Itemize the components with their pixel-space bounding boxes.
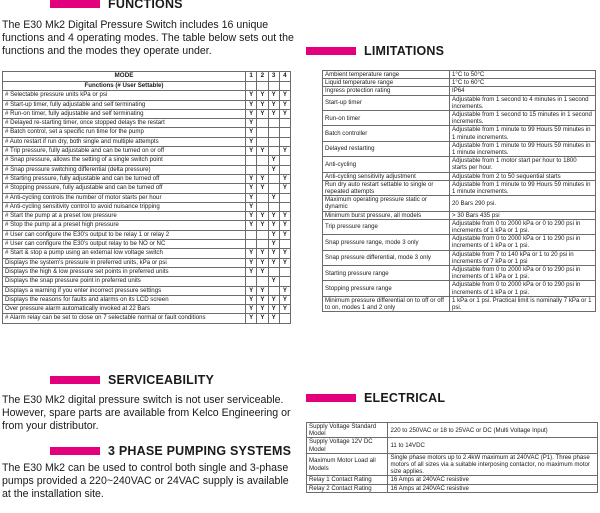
mode-col-4: 4 xyxy=(279,72,290,82)
mode-mark-cell: Y xyxy=(246,193,257,202)
mode-mark-cell: Y xyxy=(279,100,290,109)
three-phase-heading xyxy=(50,444,291,458)
table-row xyxy=(3,249,291,258)
mode-mark-cell xyxy=(257,193,268,202)
electrical-body xyxy=(307,423,598,493)
mode-mark-cell: Y xyxy=(279,221,290,230)
limitation-name: Minimum pressure differential on to off or off to on, modes 1 and 2 only xyxy=(323,296,450,311)
mode-mark-cell: Y xyxy=(268,277,279,286)
table-row xyxy=(3,240,291,249)
mode-mark-cell xyxy=(246,165,257,174)
mode-mark-cell: Y xyxy=(268,212,279,221)
mode-mark-cell: Y xyxy=(279,212,290,221)
limitation-name: Trip pressure range xyxy=(323,219,450,234)
limitations-heading-text: LIMITATIONS xyxy=(364,44,445,58)
table-row xyxy=(3,165,291,174)
limitation-value: Adjustable from 2 to 50 sequential starts xyxy=(450,172,596,180)
mode-mark-cell: Y xyxy=(246,249,257,258)
table-row xyxy=(307,484,598,492)
table-row xyxy=(3,277,291,286)
table-row xyxy=(3,147,291,156)
limitation-value: Adjustable from 1 minute to 99 Hours 59 minutes in 1 minute increments. xyxy=(450,180,596,195)
function-label: # Snap pressure switching differential (delta pressure) xyxy=(3,165,246,174)
table-row xyxy=(3,156,291,165)
mode-mark-cell xyxy=(279,267,290,276)
mode-mark-cell xyxy=(246,230,257,239)
mode-mark-cell xyxy=(279,202,290,211)
table-row xyxy=(323,87,596,95)
function-label: # Start-up timer, fully adjustable and self terminating xyxy=(3,100,246,109)
mode-mark-cell: Y xyxy=(268,240,279,249)
table-row xyxy=(3,295,291,304)
limitations-heading xyxy=(306,44,444,58)
mode-mark-cell: Y xyxy=(268,91,279,100)
electrical-value: Single phase motors up to 2.4kW maximum at 240VAC (P1). Three phase motors of all sizes via a suitable interposing contactor, no maximum motor size applies. xyxy=(388,453,598,476)
heading-accent-bar xyxy=(306,394,356,402)
three-phase-heading-text: 3 PHASE PUMPING SYSTEMS xyxy=(108,444,292,458)
mode-mark-cell: Y xyxy=(279,286,290,295)
limitation-name: Delayed restarting xyxy=(323,141,450,156)
mode-mark-cell: Y xyxy=(246,137,257,146)
mode-col-1: 1 xyxy=(246,72,257,82)
mode-mark-cell: Y xyxy=(257,286,268,295)
electrical-name: Supply Voltage Standard Model xyxy=(307,423,388,438)
limitation-name: Anti-cycling sensitivity adjustment xyxy=(323,172,450,180)
electrical-value: 16 Amps at 240VAC resistive xyxy=(388,484,598,492)
mode-mark-cell xyxy=(279,277,290,286)
modes-subheader-row xyxy=(3,82,291,91)
limitation-value: Adjustable from 0 to 2000 kPa or 0 to 290 psi in increments of 1 kPa or 1 psi. xyxy=(450,281,596,296)
mode-mark-cell: Y xyxy=(246,147,257,156)
mode-mark-cell: Y xyxy=(246,267,257,276)
modes-header-row xyxy=(3,72,291,82)
function-label: # Delayed re-starting timer, once stopped delays the restart xyxy=(3,119,246,128)
mode-mark-cell xyxy=(257,240,268,249)
function-label: # Start the pump at a preset low pressure xyxy=(3,212,246,221)
limitation-name: Maximum operating pressure static or dynamic xyxy=(323,196,450,211)
mode-mark-cell: Y xyxy=(279,147,290,156)
table-row xyxy=(323,281,596,296)
mode-mark-cell: Y xyxy=(268,193,279,202)
electrical-value: 220 to 250VAC or 18 to 25VAC or DC (Multi Voltage Input) xyxy=(388,423,598,438)
limitation-value: 1 kPa or 1 psi. Practical limit is nominally 7 kPa or 1 psi. xyxy=(450,296,596,311)
table-row xyxy=(3,91,291,100)
limitation-value: Adjustable from 1 second to 4 minutes in 1 second increments. xyxy=(450,95,596,110)
limitations-body xyxy=(323,71,596,312)
mode-mark-cell: Y xyxy=(257,174,268,183)
mode-mark-cell: Y xyxy=(257,109,268,118)
heading-accent-bar xyxy=(50,0,100,8)
table-row xyxy=(323,235,596,250)
functions-subheader: Functions (# User Settable) xyxy=(3,82,246,91)
mode-mark-cell: Y xyxy=(246,202,257,211)
limitation-name: Ingress protection rating xyxy=(323,87,450,95)
mode-mark-cell xyxy=(279,193,290,202)
mode-mark-cell: Y xyxy=(279,230,290,239)
function-label: # Auto restart if run dry, both single and multiple attempts xyxy=(3,137,246,146)
table-row xyxy=(323,141,596,156)
mode-mark-cell: Y xyxy=(246,91,257,100)
mode-mark-cell: Y xyxy=(268,295,279,304)
table-row xyxy=(3,267,291,276)
mode-mark-cell: Y xyxy=(268,258,279,267)
mode-mark-cell: Y xyxy=(257,258,268,267)
function-label: # Alarm relay can be set to close on 7 selectable normal or fault conditions xyxy=(3,314,246,323)
mode-mark-cell xyxy=(268,267,279,276)
table-row xyxy=(307,423,598,438)
mode-mark-cell: Y xyxy=(268,165,279,174)
function-label: # Stop the pump at a preset high pressure xyxy=(3,221,246,230)
limitation-name: Ambient temperature range xyxy=(323,71,450,79)
mode-mark-cell: Y xyxy=(246,305,257,314)
functions-heading xyxy=(50,0,183,11)
mode-mark-cell: Y xyxy=(246,258,257,267)
function-label: # User can configure the E30's output relay to be NO or NC xyxy=(3,240,246,249)
mode-mark-cell xyxy=(268,286,279,295)
table-row xyxy=(3,100,291,109)
modes-body xyxy=(3,82,291,324)
mode-mark-cell: Y xyxy=(279,249,290,258)
mode-mark-cell xyxy=(279,165,290,174)
table-row xyxy=(3,174,291,183)
mode-mark-cell: Y xyxy=(257,100,268,109)
electrical-name: Maximum Motor Load all Models xyxy=(307,453,388,476)
mode-col-2: 2 xyxy=(257,72,268,82)
table-row xyxy=(323,95,596,110)
mode-mark-cell: Y xyxy=(257,147,268,156)
mode-col-3: 3 xyxy=(268,72,279,82)
empty-cell xyxy=(246,82,257,91)
limitation-value: 1°C to 60°C xyxy=(450,79,596,87)
limitation-name: Start-up timer xyxy=(323,95,450,110)
limitation-value: Adjustable from 0 to 2000 kPa or 0 to 290 psi in increments of 1 kPa or 1 psi. xyxy=(450,266,596,281)
limitation-name: Starting pressure range xyxy=(323,266,450,281)
mode-mark-cell xyxy=(279,119,290,128)
mode-mark-cell xyxy=(257,277,268,286)
empty-cell xyxy=(257,82,268,91)
table-row xyxy=(323,180,596,195)
mode-mark-cell xyxy=(257,156,268,165)
limitation-value: IP64 xyxy=(450,87,596,95)
limitation-value: 20 Bars 290 psi. xyxy=(450,196,596,211)
mode-mark-cell xyxy=(257,202,268,211)
mode-mark-cell: Y xyxy=(279,258,290,267)
mode-mark-cell: Y xyxy=(257,314,268,323)
limitation-name: Anti-cycling xyxy=(323,157,450,172)
table-row xyxy=(3,221,291,230)
function-label: # Trip pressure, fully adjustable and can be turned on or off xyxy=(3,147,246,156)
function-label: Over pressure alarm automatically invoked at 22 Bars xyxy=(3,305,246,314)
mode-mark-cell: Y xyxy=(268,305,279,314)
table-row xyxy=(3,184,291,193)
mode-mark-cell xyxy=(268,202,279,211)
limitation-value: Adjustable from 1 minute to 99 Hours 59 minutes in 1 minute increments. xyxy=(450,126,596,141)
mode-mark-cell: Y xyxy=(257,249,268,258)
functions-heading-text: FUNCTIONS xyxy=(108,0,183,11)
mode-mark-cell xyxy=(257,119,268,128)
mode-mark-cell: Y xyxy=(246,119,257,128)
limitation-name: Liquid temperature range xyxy=(323,79,450,87)
table-row xyxy=(3,258,291,267)
function-label: # Stopping pressure, fully adjustable and can be turned off xyxy=(3,184,246,193)
mode-mark-cell xyxy=(257,230,268,239)
table-row xyxy=(307,453,598,476)
electrical-heading-text: ELECTRICAL xyxy=(364,391,446,405)
function-label: # Run-on timer, fully adjustable and self terminating xyxy=(3,109,246,118)
mode-mark-cell xyxy=(246,277,257,286)
mode-mark-cell: Y xyxy=(268,100,279,109)
electrical-table xyxy=(306,422,598,493)
function-label: # Batch control, set a specific run time for the pump xyxy=(3,128,246,137)
mode-mark-cell: Y xyxy=(246,109,257,118)
mode-mark-cell: Y xyxy=(268,156,279,165)
limitations-table xyxy=(322,70,596,312)
mode-mark-cell: Y xyxy=(257,267,268,276)
mode-mark-cell: Y xyxy=(246,100,257,109)
table-row xyxy=(307,476,598,484)
limitation-value: Adjustable from 0 to 2000 kPa or 0 to 290 psi in increments of 1 kPa or 1 psi. xyxy=(450,219,596,234)
mode-mark-cell xyxy=(257,165,268,174)
limitation-value: Adjustable from 7 to 140 kPa or 1 to 20 psi in increments of 7 kPa or 1 psi xyxy=(450,250,596,265)
limitation-value: Adjustable from 0 to 2000 kPa or 1 to 290 psi in increments of 1 kPa or 1 psi. xyxy=(450,235,596,250)
limitation-value: > 30 Bars 435 psi xyxy=(450,211,596,219)
function-label: # Anti-cycling controls the number of motor starts per hour xyxy=(3,193,246,202)
mode-mark-cell xyxy=(246,240,257,249)
limitation-name: Minimum burst pressure, all models xyxy=(323,211,450,219)
electrical-value: 11 to 14VDC xyxy=(388,438,598,453)
limitation-name: Batch controller xyxy=(323,126,450,141)
serviceability-heading-text: SERVICEABILITY xyxy=(108,373,215,387)
mode-mark-cell: Y xyxy=(246,221,257,230)
table-row xyxy=(3,193,291,202)
mode-mark-cell: Y xyxy=(257,295,268,304)
mode-mark-cell: Y xyxy=(268,230,279,239)
mode-mark-cell: Y xyxy=(257,212,268,221)
mode-mark-cell xyxy=(279,128,290,137)
table-row xyxy=(3,137,291,146)
mode-mark-cell xyxy=(268,119,279,128)
table-row xyxy=(3,128,291,137)
mode-mark-cell: Y xyxy=(246,184,257,193)
mode-mark-cell: Y xyxy=(246,128,257,137)
table-row xyxy=(3,109,291,118)
limitation-name: Snap pressure differential, mode 3 only xyxy=(323,250,450,265)
table-row xyxy=(3,119,291,128)
mode-mark-cell: Y xyxy=(268,109,279,118)
table-row xyxy=(3,286,291,295)
mode-mark-cell: Y xyxy=(279,184,290,193)
mode-mark-cell xyxy=(268,147,279,156)
mode-mark-cell: Y xyxy=(246,295,257,304)
limitation-name: Run-on timer xyxy=(323,111,450,126)
mode-mark-cell: Y xyxy=(279,305,290,314)
mode-mark-cell: Y xyxy=(279,109,290,118)
empty-cell xyxy=(268,82,279,91)
serviceability-heading xyxy=(50,373,214,387)
function-label: Displays the reasons for faults and alarms on its LCD screen xyxy=(3,295,246,304)
mode-mark-cell: Y xyxy=(246,212,257,221)
function-label: # Anti-cycling sensitivity control to avoid nuisance tripping xyxy=(3,202,246,211)
function-label: # Starting pressure, fully adjustable and can be turned off xyxy=(3,174,246,183)
electrical-heading xyxy=(306,391,445,405)
table-row xyxy=(3,305,291,314)
mode-mark-cell xyxy=(246,156,257,165)
mode-mark-cell: Y xyxy=(268,221,279,230)
heading-accent-bar xyxy=(306,47,356,55)
mode-mark-cell xyxy=(279,137,290,146)
table-row xyxy=(323,157,596,172)
limitation-value: Adjustable from 1 minute to 99 Hours 59 minutes in 1 minute increments. xyxy=(450,141,596,156)
function-label: # Selectable pressure units kPa or psi xyxy=(3,91,246,100)
serviceability-text: The E30 Mk2 digital pressure switch is not user serviceable. However, spare parts are available from Kelco Engineering or from your distributor. xyxy=(2,394,291,432)
mode-mark-cell: Y xyxy=(246,174,257,183)
mode-mark-cell: Y xyxy=(257,221,268,230)
functions-intro: The E30 Mk2 Digital Pressure Switch includes 16 unique functions and 4 operating modes. The table below sets out the functions and the modes they operate under. xyxy=(2,19,294,57)
mode-mark-cell xyxy=(257,137,268,146)
limitation-value: Adjustable from 1 second to 15 minutes in 1 second increments. xyxy=(450,111,596,126)
function-label: # Snap pressure, allows the setting of a single switch point xyxy=(3,156,246,165)
function-label: Displays the snap pressure point in preferred units xyxy=(3,277,246,286)
limitation-name: Snap pressure range, mode 3 only xyxy=(323,235,450,250)
table-row xyxy=(3,202,291,211)
mode-mark-cell: Y xyxy=(279,174,290,183)
empty-cell xyxy=(279,82,290,91)
mode-mark-cell xyxy=(268,174,279,183)
mode-mark-cell: Y xyxy=(246,286,257,295)
function-label: # User can configure the E30's output to be relay 1 or relay 2 xyxy=(3,230,246,239)
limitation-name: Stopping pressure range xyxy=(323,281,450,296)
mode-mark-cell xyxy=(279,314,290,323)
heading-accent-bar xyxy=(50,447,100,455)
table-row xyxy=(323,126,596,141)
table-row xyxy=(323,196,596,211)
table-row xyxy=(323,71,596,79)
table-row xyxy=(323,250,596,265)
electrical-value: 16 Amps at 240VAC resistive xyxy=(388,476,598,484)
electrical-name: Relay 2 Contact Rating xyxy=(307,484,388,492)
electrical-name: Supply Voltage 12V DC Model xyxy=(307,438,388,453)
table-row xyxy=(307,438,598,453)
table-row xyxy=(323,172,596,180)
modes-table xyxy=(2,71,291,324)
function-label: Displays the high & low pressure set points in preferred units xyxy=(3,267,246,276)
mode-mark-cell xyxy=(257,128,268,137)
table-row xyxy=(323,296,596,311)
mode-mark-cell xyxy=(279,240,290,249)
mode-mark-cell: Y xyxy=(268,249,279,258)
mode-mark-cell xyxy=(268,128,279,137)
mode-mark-cell: Y xyxy=(257,184,268,193)
function-label: Displays the system's pressure in preferred units, kPa or psi xyxy=(3,258,246,267)
table-row xyxy=(323,79,596,87)
electrical-name: Relay 1 Contact Rating xyxy=(307,476,388,484)
heading-accent-bar xyxy=(50,376,100,384)
table-row xyxy=(323,111,596,126)
limitation-value: 1°C to 50°C xyxy=(450,71,596,79)
table-row xyxy=(3,230,291,239)
function-label: # Start & stop a pump using an external low voltage switch xyxy=(3,249,246,258)
mode-mark-cell: Y xyxy=(257,305,268,314)
mode-mark-cell xyxy=(268,184,279,193)
limitation-value: Adjustable from 1 motor start per hour to 1800 starts per hour. xyxy=(450,157,596,172)
mode-mark-cell: Y xyxy=(268,314,279,323)
mode-mark-cell: Y xyxy=(257,91,268,100)
limitation-name: Run dry auto restart settable to single or repeated attempts xyxy=(323,180,450,195)
mode-mark-cell xyxy=(268,137,279,146)
mode-mark-cell xyxy=(279,156,290,165)
mode-mark-cell: Y xyxy=(279,91,290,100)
table-row xyxy=(323,266,596,281)
mode-mark-cell: Y xyxy=(279,295,290,304)
three-phase-text: The E30 Mk2 can be used to control both single and 3-phase pumps provided a 220~240VAC or 24VAC supply is available at the installation site. xyxy=(2,462,289,500)
mode-mark-cell: Y xyxy=(246,314,257,323)
table-row xyxy=(3,314,291,323)
mode-header: MODE xyxy=(3,72,246,82)
function-label: Displays a warning if you enter incorrect pressure settings xyxy=(3,286,246,295)
table-row xyxy=(323,211,596,219)
table-row xyxy=(323,219,596,234)
table-row xyxy=(3,212,291,221)
